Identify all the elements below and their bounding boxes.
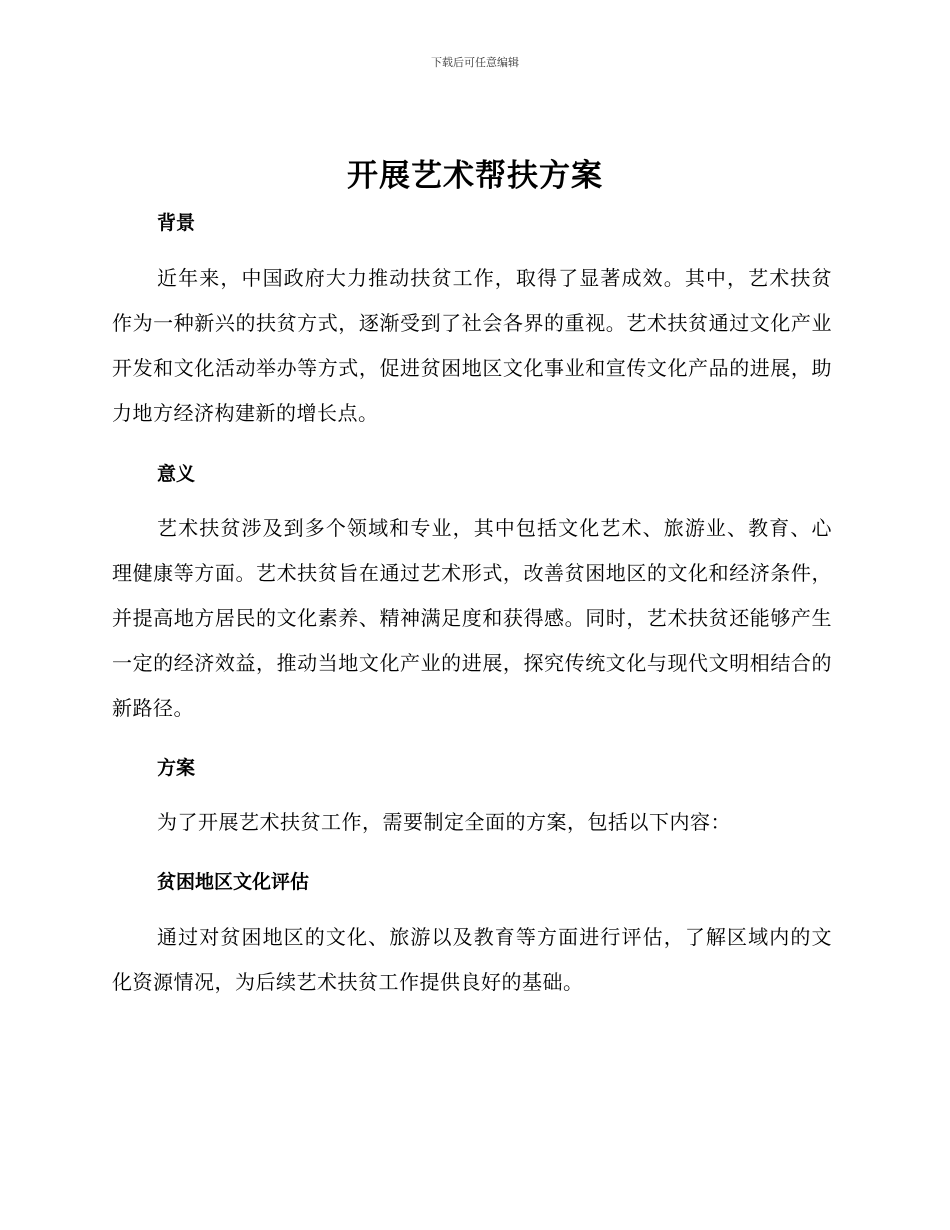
section-paragraph-cultural-assessment: 通过对贫困地区的文化、旅游以及教育等方面进行评估，了解区域内的文化资源情况，为后续艺术扶贫工作提供良好的基础。 [112,925,832,994]
section-heading-cultural-assessment: 贫困地区文化评估 [157,871,310,893]
section-heading-plan: 方案 [157,757,196,779]
header-note: 下载后可任意编辑 [431,56,519,69]
section-heading-background: 背景 [157,212,196,234]
section-paragraph-background: 近年来，中国政府大力推动扶贫工作，取得了显著成效。其中，艺术扶贫作为一种新兴的扶贫方式，逐渐受到了社会各界的重视。艺术扶贫通过文化产业开发和文化活动举办等方式，促进贫困地区文化事业和宣传文化产品的进展，助力地方经济构建新的增长点。 [112,266,832,425]
section-heading-significance: 意义 [157,463,196,485]
document-title: 开展艺术帮扶方案 [347,158,603,194]
section-paragraph-plan: 为了开展艺术扶贫工作，需要制定全面的方案，包括以下内容： [157,810,731,834]
section-paragraph-significance: 艺术扶贫涉及到多个领域和专业，其中包括文化艺术、旅游业、教育、心理健康等方面。艺术扶贫旨在通过艺术形式，改善贫困地区的文化和经济条件，并提高地方居民的文化素养、精神满足度和获得感。同时，艺术扶贫还能够产生一定的经济效益，推动当地文化产业的进展，探究传统文化与现代文明相结合的新路径。 [112,516,832,720]
